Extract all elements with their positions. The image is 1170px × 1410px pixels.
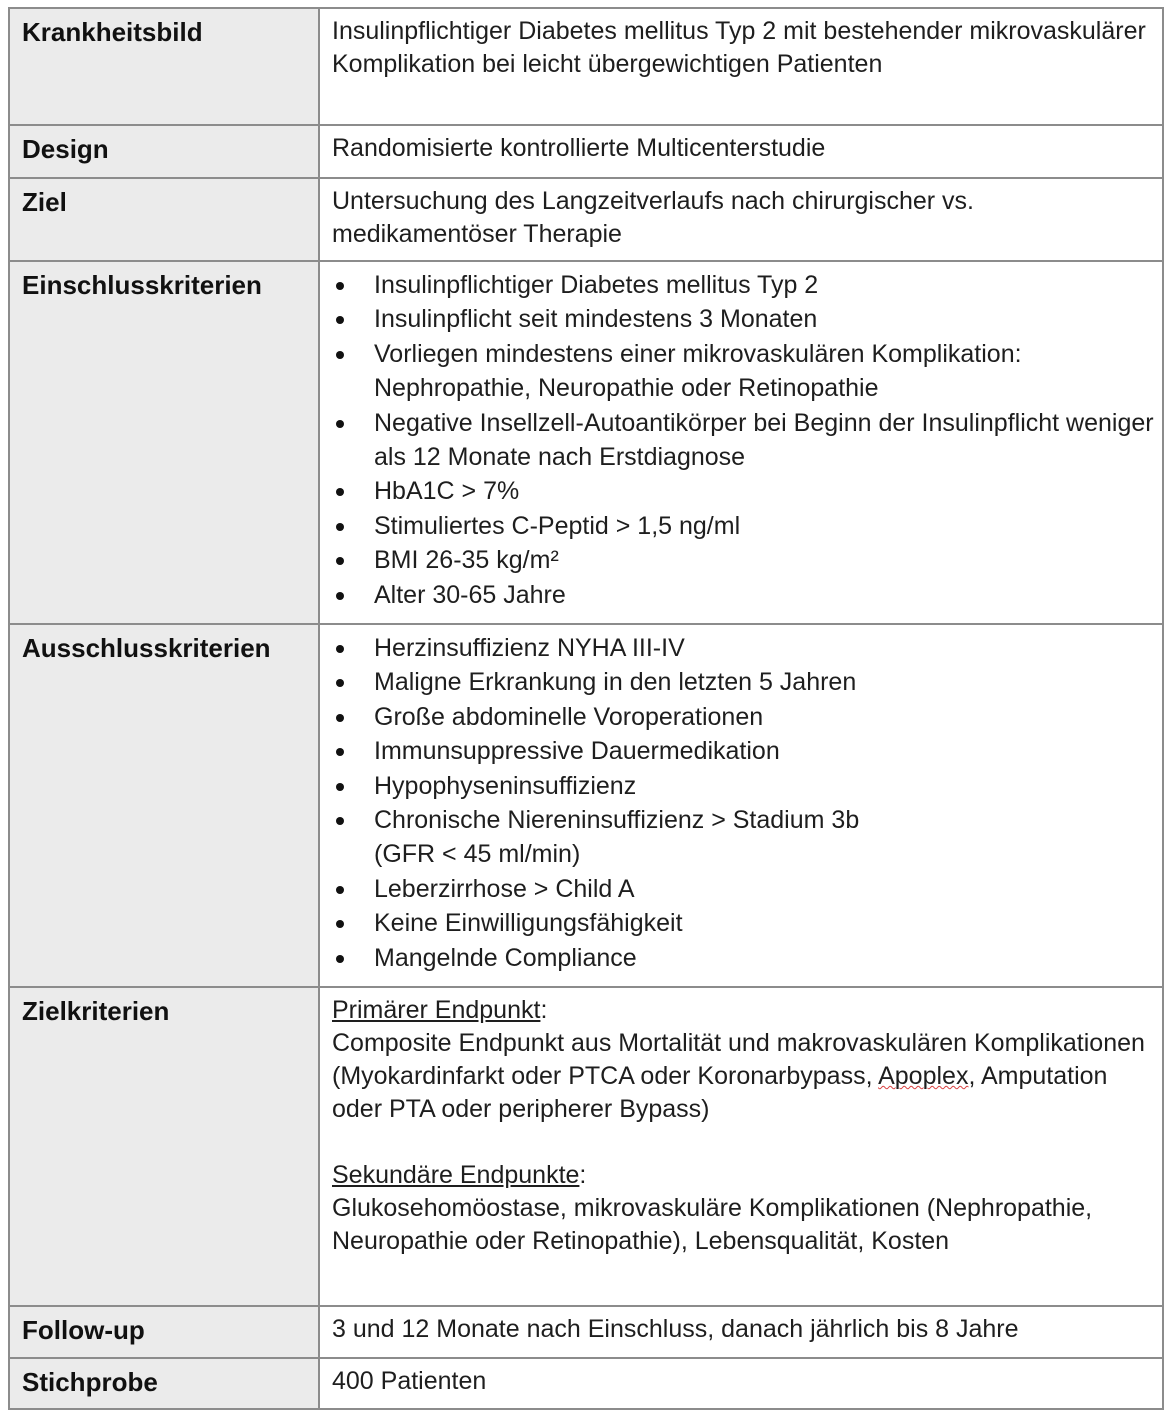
study-overview-table	[8, 7, 1164, 1410]
list-item: Negative Insellzell-Autoantikörper bei Beginn der Insulinpflicht weniger als 12 Monate nach Erstdiagnose	[332, 406, 1154, 475]
list-item: Herzinsuffizienz NYHA III-IV	[332, 631, 1154, 665]
list-item: Große abdominelle Voroperationen	[332, 700, 1154, 734]
row-value	[319, 624, 1163, 987]
list-item: Leberzirrhose > Child A	[332, 872, 1154, 906]
row-value: Untersuchung des Langzeitverlaufs nach chirurgischer vs. medikamentöser Therapie	[319, 178, 1163, 261]
list-item: Alter 30-65 Jahre	[332, 578, 1154, 612]
secondary-endpoints-text: Glukosehomöostase, mikrovaskuläre Komplikationen (Nephropathie, Neuropathie oder Retinopathie), Lebensqualität, Kosten	[332, 1194, 1093, 1255]
list-item: Insulinpflicht seit mindestens 3 Monaten	[332, 302, 1154, 336]
list-item: HbA1C > 7%	[332, 474, 1154, 508]
list-item: Maligne Erkrankung in den letzten 5 Jahren	[332, 665, 1154, 699]
row-value: 3 und 12 Monate nach Einschluss, danach jährlich bis 8 Jahre	[319, 1306, 1163, 1358]
row-label: Krankheitsbild	[9, 8, 319, 125]
row-value: 400 Patienten	[319, 1358, 1163, 1409]
row-ausschlusskriterien	[9, 624, 1163, 987]
list-item: Insulinpflichtiger Diabetes mellitus Typ 2	[332, 268, 1154, 302]
list-item-line: Chronische Niereninsuffizienz > Stadium 3b	[374, 806, 860, 835]
primary-endpoint-heading: Primärer Endpunkt:	[332, 996, 548, 1024]
list-item: Vorliegen mindestens einer mikrovaskulären Komplikation: Nephropathie, Neuropathie oder Retinopathie	[332, 337, 1154, 406]
row-krankheitsbild	[9, 8, 1163, 125]
list-item-line: (GFR < 45 ml/min)	[374, 840, 581, 869]
list-item: Mangelnde Compliance	[332, 941, 1154, 975]
secondary-endpoints-heading: Sekundäre Endpunkte:	[332, 1161, 587, 1189]
list-item: Hypophyseninsuffizienz	[332, 769, 1154, 803]
row-follow-up	[9, 1306, 1163, 1358]
row-value	[319, 987, 1163, 1306]
list-item: Immunsuppressive Dauermedikation	[332, 734, 1154, 768]
row-value: Insulinpflichtiger Diabetes mellitus Typ 2 mit bestehender mikrovaskulärer Komplikation bei leicht übergewichtigen Patienten	[319, 8, 1163, 125]
spellcheck-word: Apoplex	[878, 1062, 969, 1090]
row-einschlusskriterien	[9, 261, 1163, 624]
row-zielkriterien	[9, 987, 1163, 1306]
list-item	[332, 803, 1154, 872]
primary-endpoint-text: Composite Endpunkt aus Mortalität und makrovaskulären Komplikationen (Myokardinfarkt oder PTCA oder Koronarbypass, Apoplex, Amputation oder PTA oder peripherer Bypass)	[332, 1029, 1145, 1123]
row-value: Randomisierte kontrollierte Multicenterstudie	[319, 125, 1163, 178]
exclusion-criteria-list	[332, 631, 1154, 975]
row-label: Ausschlusskriterien	[9, 624, 319, 987]
list-item: Keine Einwilligungsfähigkeit	[332, 906, 1154, 940]
row-label: Follow-up	[9, 1306, 319, 1358]
row-label: Ziel	[9, 178, 319, 261]
row-label: Design	[9, 125, 319, 178]
list-item: BMI 26-35 kg/m²	[332, 543, 1154, 577]
row-label: Einschlusskriterien	[9, 261, 319, 624]
row-value	[319, 261, 1163, 624]
row-ziel	[9, 178, 1163, 261]
row-label: Zielkriterien	[9, 987, 319, 1306]
inclusion-criteria-list	[332, 268, 1154, 612]
row-label: Stichprobe	[9, 1358, 319, 1409]
list-item: Stimuliertes C-Peptid > 1,5 ng/ml	[332, 509, 1154, 543]
row-design	[9, 125, 1163, 178]
row-stichprobe	[9, 1358, 1163, 1409]
